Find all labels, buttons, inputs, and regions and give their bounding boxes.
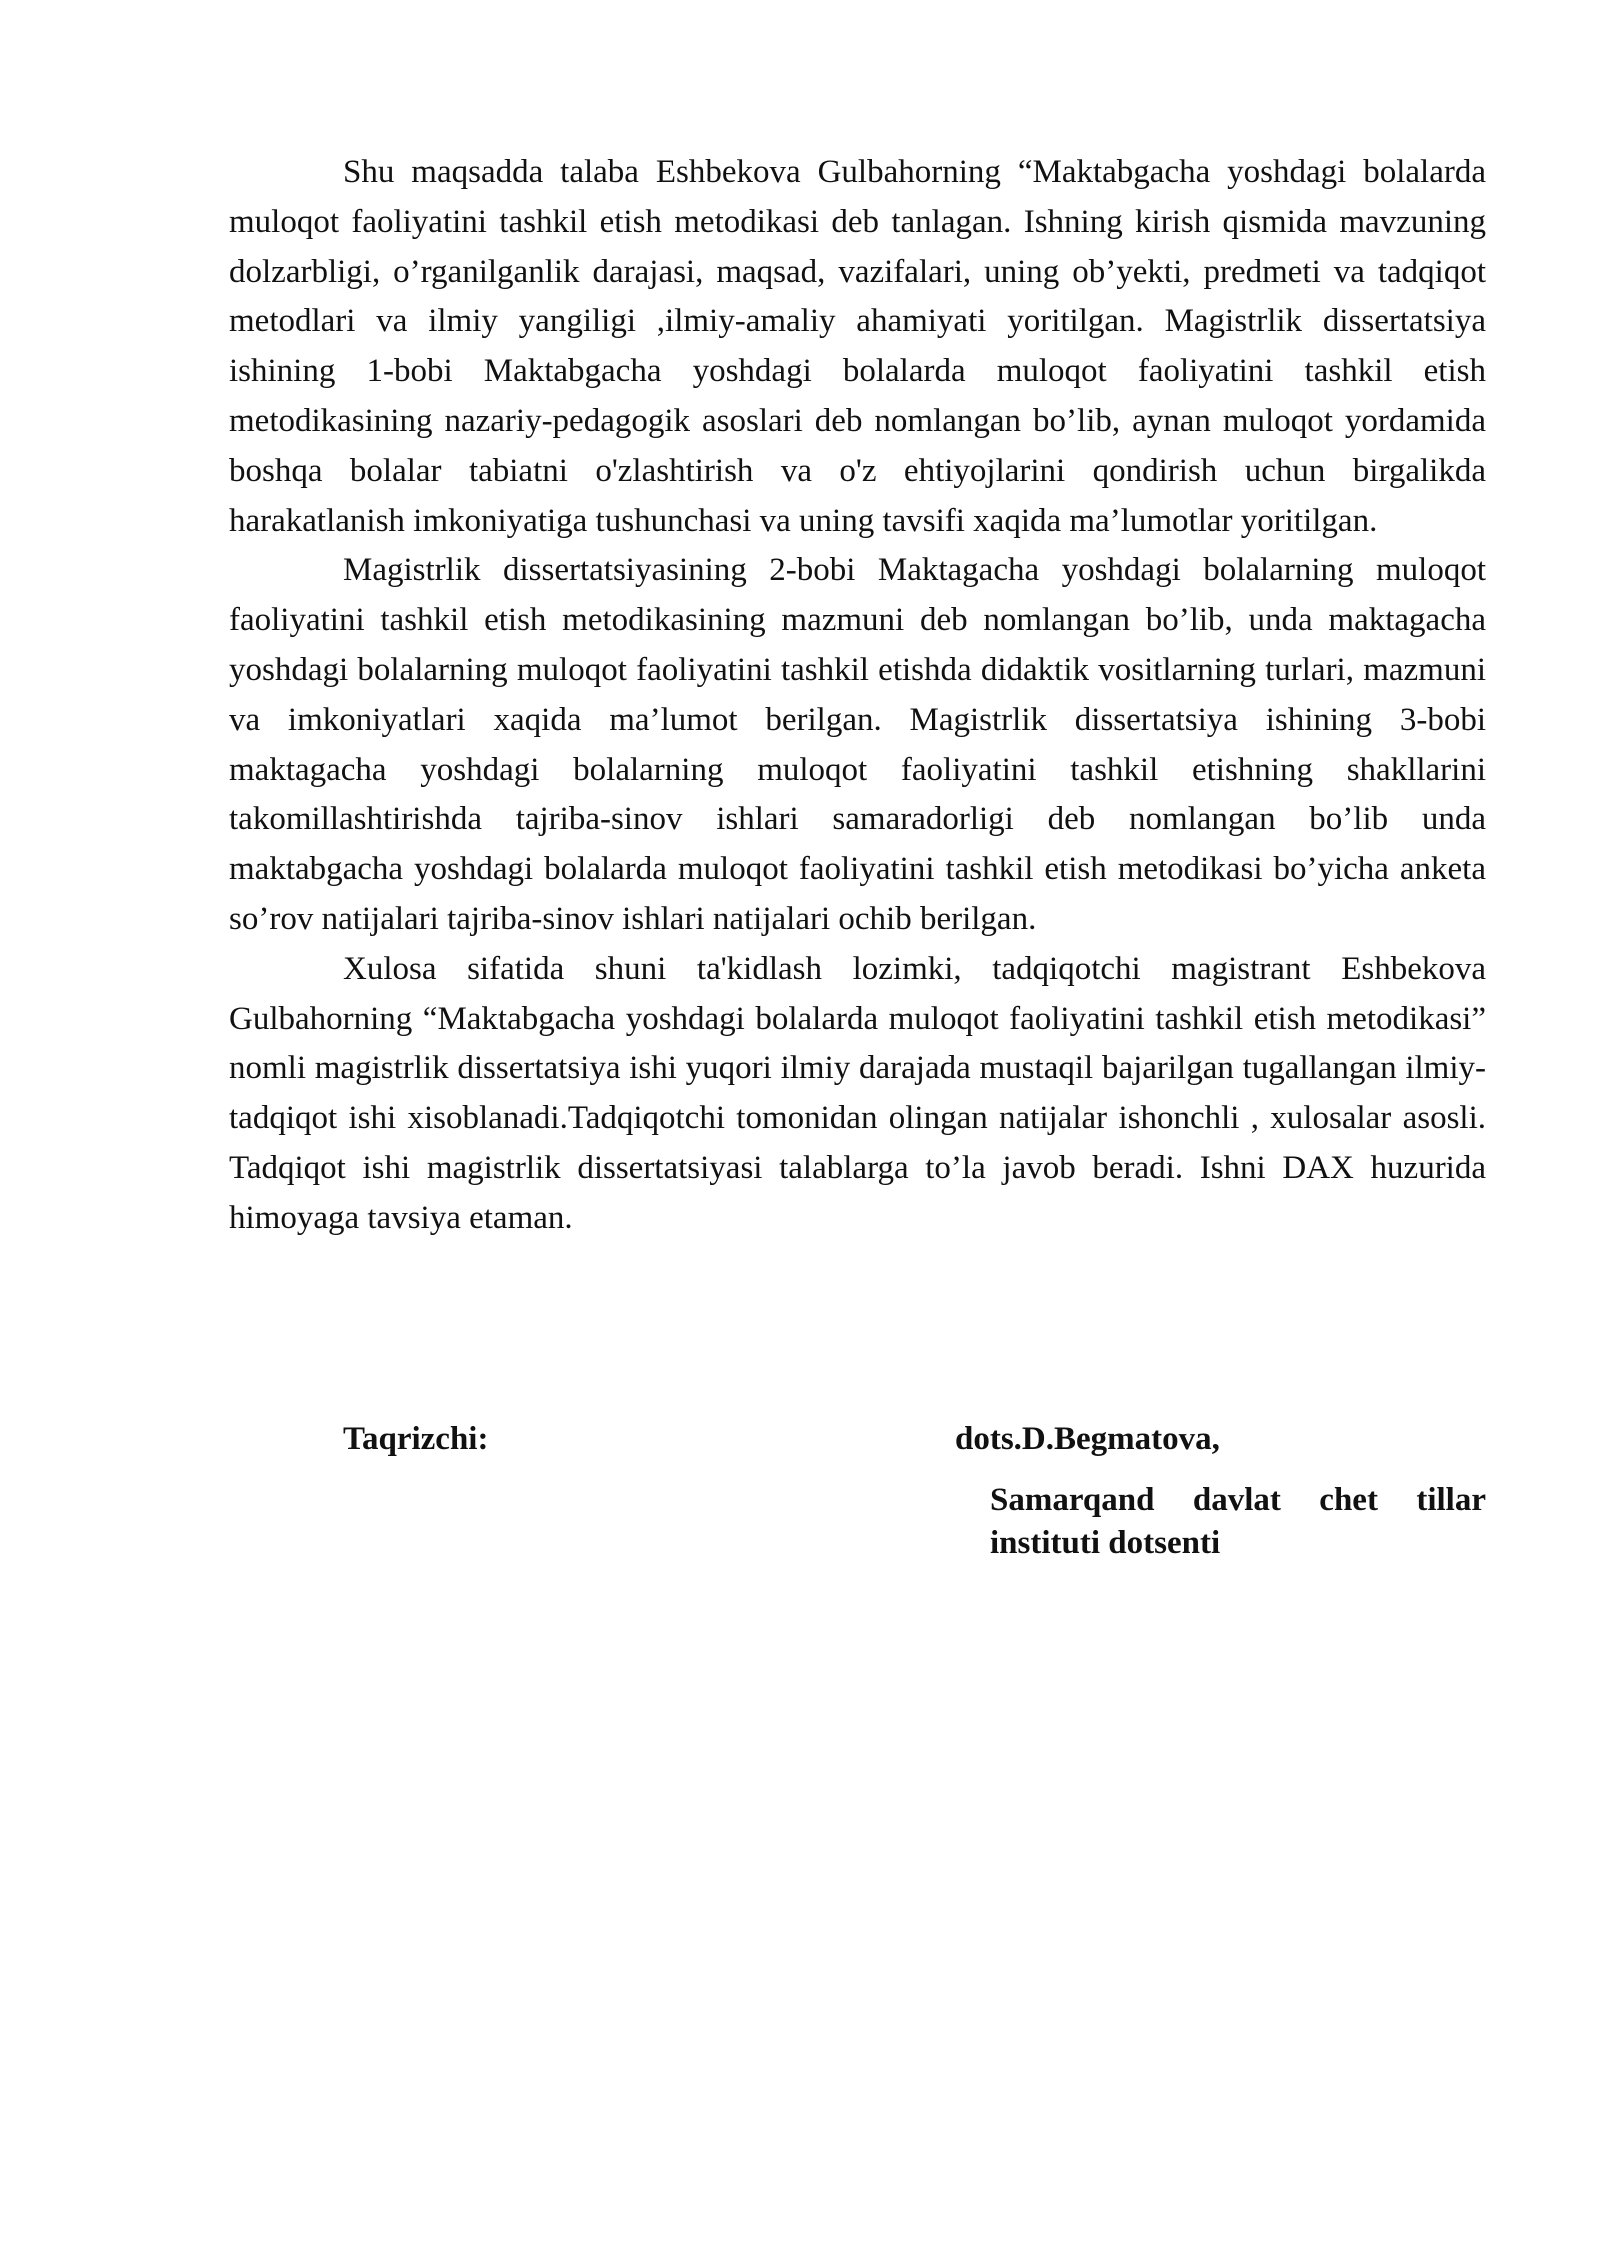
reviewer-affiliation: Samarqand davlat chet tillar instituti dotsenti — [990, 1482, 1486, 1561]
review-body — [229, 148, 1486, 1244]
reviewer-name: dots.D.Begmatova, — [955, 1421, 1220, 1457]
reviewer-label: Taqrizchi: — [343, 1421, 489, 1457]
paragraph-conclusion: Xulosa sifatida shuni ta'kidlash lozimki, tadqiqotchi magistrant Eshbekova Gulbahorning “Maktabgacha yoshdagi bolalarda muloqot faoliyatini tashkil etish metodikasi” nomli magistrlik dissertatsiya ishi yuqori ilmiy darajada mustaqil bajarilgan tugallangan ilmiy-tadqiqot ishi xisoblanadi.Tadqiqotchi tomonidan olingan natijalar ishonchli , xulosalar asosli. Tadqiqot ishi magistrlik dissertatsiyasi talablarga to’la javob beradi. Ishni DAX huzurida himoyaga tavsiya etaman. — [229, 950, 1486, 1236]
paragraph-introduction: Shu maqsadda talaba Eshbekova Gulbahorning “Maktabgacha yoshdagi bolalarda muloqot faoliyatini tashkil etish metodikasi deb tanlagan. Ishning kirish qismida mavzuning dolzarbligi, o’rganilganlik darajasi, maqsad, vazifalari, uning ob’yekti, predmeti va tadqiqot metodlari va ilmiy yangiligi ,ilmiy-amaliy ahamiyati yoritilgan. Magistrlik dissertatsiya ishining 1-bobi Maktabgacha yoshdagi bolalarda muloqot faoliyatini tashkil etish metodikasining nazariy-pedagogik asoslari deb nomlangan bo’lib, aynan muloqot yordamida boshqa bolalar tabiatni o'zlashtirish va o'z ehtiyojlarini qondirish uchun birgalikda harakatlanish imkoniyatiga tushunchasi va uning tavsifi xaqida ma’lumotlar yoritilgan. — [229, 154, 1486, 539]
paragraph-chapters: Magistrlik dissertatsiyasining 2-bobi Maktagacha yoshdagi bolalarning muloqot faoliyatini tashkil etish metodikasining mazmuni deb nomlangan bo’lib, unda maktagacha yoshdagi bolalarning muloqot faoliyatini tashkil etishda didaktik vositlarning turlari, mazmuni va imkoniyatlari xaqida ma’lumot berilgan. Magistrlik dissertatsiya ishining 3-bobi maktagacha yoshdagi bolalarning muloqot faoliyatini tashkil etishning shakllarini takomillashtirishda tajriba-sinov ishlari samaradorligi deb nomlangan bo’lib unda maktabgacha yoshdagi bolalarda muloqot faoliyatini tashkil etish metodikasi bo’yicha anketa so’rov natijalari tajriba-sinov ishlari natijalari ochib berilgan. — [229, 552, 1486, 937]
